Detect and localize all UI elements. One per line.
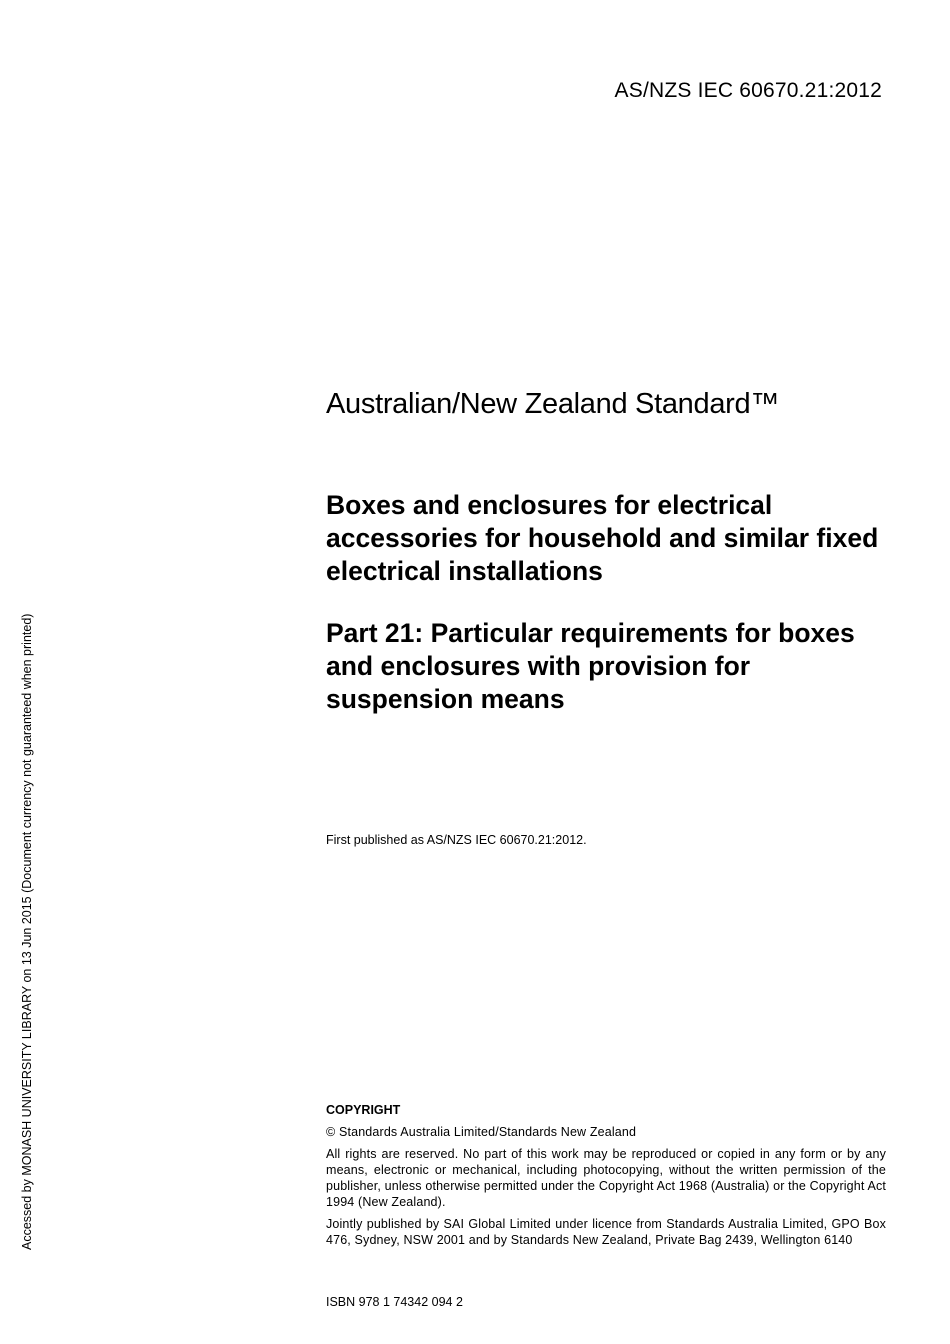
- copyright-owner: © Standards Australia Limited/Standards New Zealand: [326, 1125, 637, 1139]
- part-title: Part 21: Particular requirements for boxes and enclosures with provision for suspension means: [326, 618, 855, 714]
- isbn: ISBN 978 1 74342 094 2: [326, 1295, 463, 1309]
- copyright-publisher: Jointly published by SAI Global Limited under licence from Standards Australia Limited, GPO Box 476, Sydney, NSW 2001 and by Standards New Zealand, Private Bag 2439, Wellington 6140: [326, 1217, 886, 1247]
- document-number: AS/NZS IEC 60670.21:2012: [614, 79, 882, 102]
- series-title: Australian/New Zealand Standard™: [326, 388, 780, 420]
- access-note: Accessed by MONASH UNIVERSITY LIBRARY on 13 Jun 2015 (Document currency not guaranteed when printed): [20, 613, 34, 1250]
- copyright-heading: COPYRIGHT: [326, 1103, 401, 1117]
- standard-title: Boxes and enclosures for electrical accessories for household and similar fixed electrical installations: [326, 490, 879, 586]
- copyright-block: [326, 1102, 886, 1254]
- copyright-rights: All rights are reserved. No part of this work may be reproduced or copied in any form or by any means, electronic or mechanical, including photocopying, without the written permission of the publisher, unless otherwise permitted under the Copyright Act 1968 (Australia) or the Copyright Act 1994 (New Zealand).: [326, 1147, 886, 1209]
- first-published-note: First published as AS/NZS IEC 60670.21:2012.: [326, 833, 587, 847]
